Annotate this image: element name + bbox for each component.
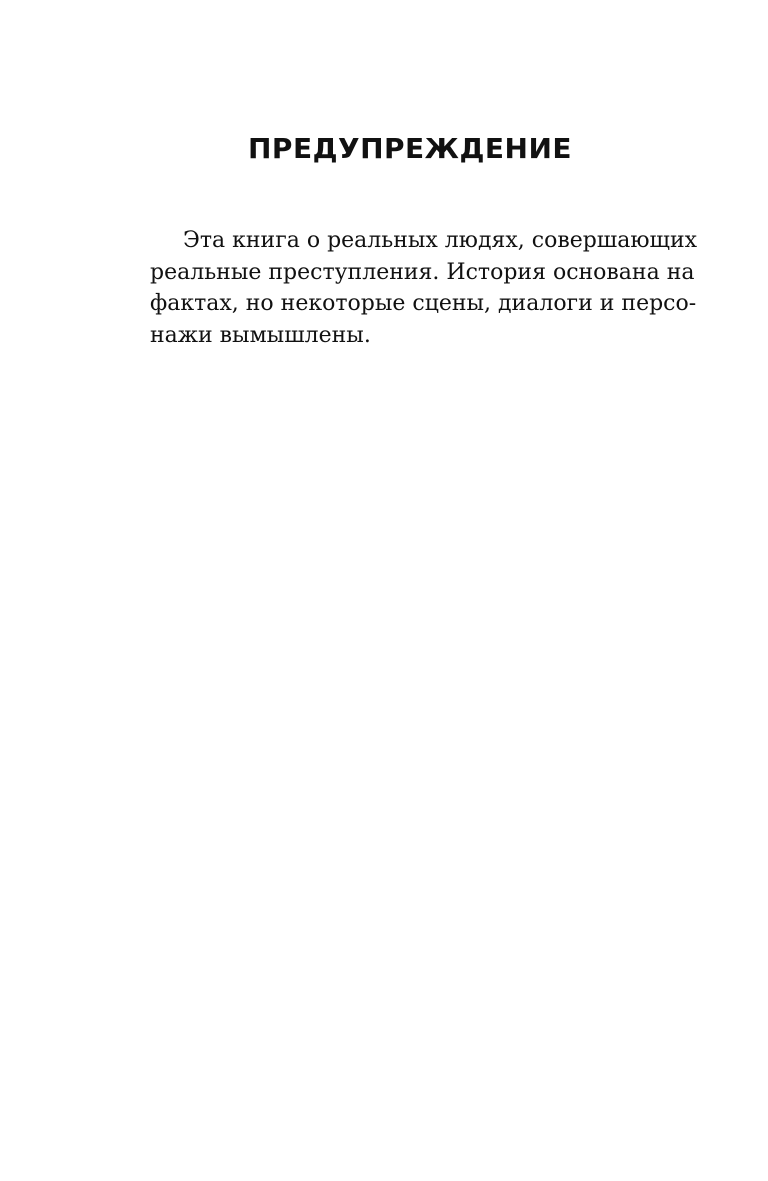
paragraph-line: фактах, но некоторые сцены, диалоги и персо- [150, 291, 697, 316]
paragraph-line: Эта книга о реальных людях, совершающих [183, 228, 698, 253]
page-heading: ПРЕДУПРЕЖДЕНИЕ [247, 132, 573, 165]
paragraph-line: нажи вымышлены. [150, 322, 371, 348]
warning-paragraph [150, 225, 698, 351]
paragraph-line: реальные преступления. История основана на [150, 259, 695, 285]
